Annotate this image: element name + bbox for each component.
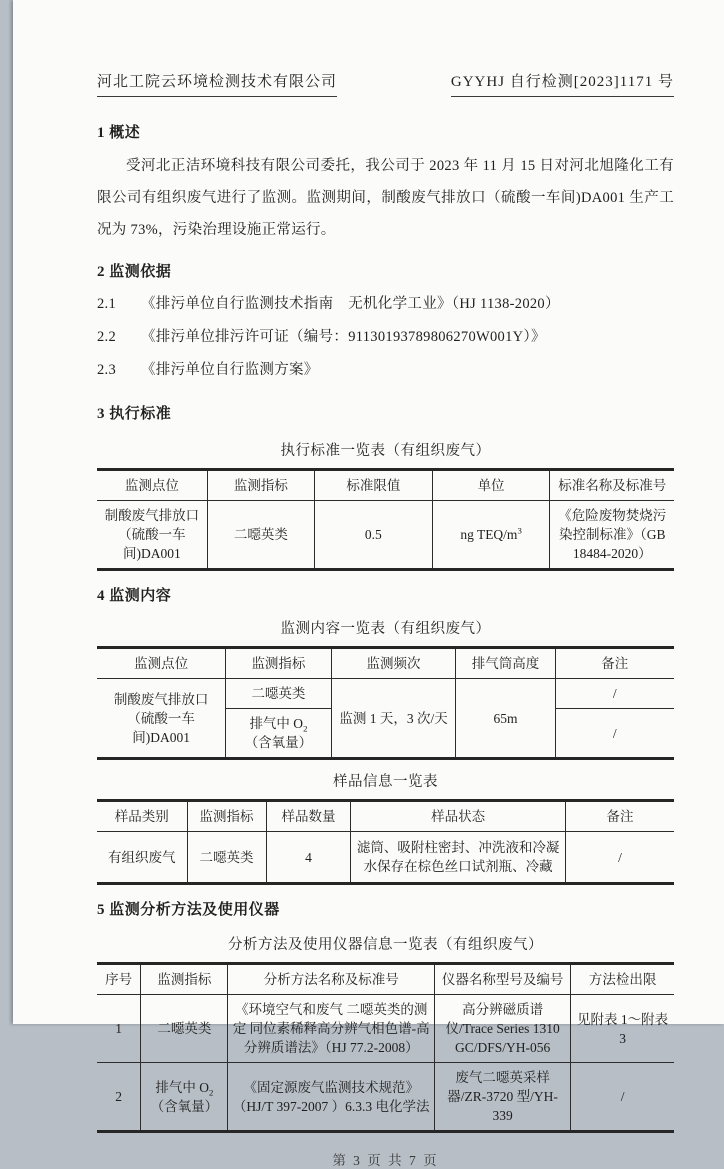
column-header: 样品类别 <box>97 801 187 832</box>
basis-item-number: 2.1 <box>97 296 117 312</box>
column-header: 分析方法名称及标准号 <box>228 964 435 995</box>
table-header-row <box>97 964 674 995</box>
unit-text: ng TEQ/m <box>460 527 518 542</box>
column-header: 仪器名称型号及编号 <box>435 964 571 995</box>
cell-detection-limit: 见附表 1～附表 3 <box>571 995 674 1063</box>
document-page <box>13 0 724 1168</box>
indicator-subscript: 2 <box>209 1087 214 1098</box>
content-table-title: 监测内容一览表（有组织废气） <box>280 621 491 637</box>
column-header: 样品数量 <box>266 801 351 832</box>
company-name: 河北工院云环境检测技术有限公司 <box>97 70 337 97</box>
basis-item-text: 《排污单位排污许可证（编号：91130193789806270W001Y）》 <box>141 329 546 345</box>
column-header: 监测指标 <box>141 964 228 995</box>
column-header: 监测指标 <box>207 470 314 501</box>
page-content <box>13 70 724 1169</box>
cell-indicator-dioxin: 二噁英类 <box>226 679 332 709</box>
samples-table-title: 样品信息一览表 <box>333 774 438 790</box>
section-heading-standards: 3 执行标准 <box>97 406 172 422</box>
overview-paragraph: 受河北正洁环境科技有限公司委托，我公司于 2023 年 11 月 15 日对河北旭隆化工有限公司有组织废气进行了监测。监测期间，制酸废气排放口（硫酸一车间)DA001 生产工况为 73%，污染治理设施正常运行。 <box>97 158 674 238</box>
indicator-text: 排气中 O <box>155 1079 210 1095</box>
cell-method: 《环境空气和废气 二噁英类的测定 同位素稀释高分辨气相色谱-高分辨质谱法》（HJ 77.2-2008） <box>228 995 435 1063</box>
column-header: 监测点位 <box>97 648 226 679</box>
column-header: 备注 <box>555 648 674 679</box>
column-header: 单位 <box>432 470 550 501</box>
indicator-subscript: 2 <box>303 723 308 734</box>
column-header: 监测指标 <box>187 801 266 832</box>
methods-table-title: 分析方法及使用仪器信息一览表（有组织废气） <box>228 937 543 953</box>
cell-detection-limit: / <box>571 1063 674 1132</box>
basis-item-text: 《排污单位自行监测方案》 <box>141 362 319 378</box>
table-row <box>97 501 674 570</box>
section-heading-basis: 2 监测依据 <box>97 264 172 280</box>
cell-stack-height: 65m <box>456 679 555 759</box>
unit-superscript: 3 <box>517 525 522 536</box>
column-header: 排气筒高度 <box>456 648 555 679</box>
standards-table-title: 执行标准一览表（有组织废气） <box>280 443 491 459</box>
table-header-row <box>97 801 674 832</box>
column-header: 标准名称及标准号 <box>550 470 674 501</box>
cell-sample-state: 滤筒、吸附柱密封、冲洗液和冷凝水保存在棕色丝口试剂瓶、冷藏 <box>351 832 566 884</box>
cell-remark: / <box>566 832 675 884</box>
cell-quantity: 4 <box>266 832 351 884</box>
section-heading-methods: 5 监测分析方法及使用仪器 <box>97 902 280 918</box>
cell-serial-number: 1 <box>97 995 141 1063</box>
cell-sample-category: 有组织废气 <box>97 832 187 884</box>
content-table <box>97 646 674 760</box>
cell-serial-number: 2 <box>97 1063 141 1132</box>
column-header: 监测指标 <box>226 648 332 679</box>
section-heading-overview: 1 概述 <box>97 125 141 141</box>
column-header: 监测点位 <box>97 470 207 501</box>
basis-item-3 <box>97 360 674 380</box>
indicator-text: 排气中 O <box>249 716 304 731</box>
methods-table <box>97 962 674 1133</box>
cell-indicator: 二噁英类 <box>187 832 266 884</box>
table-row <box>97 1063 674 1132</box>
cell-indicator <box>141 1063 228 1132</box>
basis-item-2 <box>97 327 674 347</box>
basis-item-1 <box>97 294 674 314</box>
table-header-row <box>97 470 674 501</box>
cell-indicator-oxygen <box>226 709 332 759</box>
report-number: GYYHJ 自行检测[2023]1171 号 <box>451 70 674 97</box>
table-header-row <box>97 648 674 679</box>
page-footer: 第 3 页 共 7 页 <box>332 1153 439 1168</box>
column-header: 序号 <box>97 964 141 995</box>
cell-standard-name: 《危险废物焚烧污染控制标准》（GB 18484-2020） <box>550 501 674 570</box>
samples-table <box>97 799 674 885</box>
cell-limit: 0.5 <box>315 501 433 570</box>
column-header: 样品状态 <box>351 801 566 832</box>
indicator-text: （含氧量） <box>244 735 313 750</box>
section-heading-content: 4 监测内容 <box>97 588 172 604</box>
table-row <box>97 995 674 1063</box>
cell-remark: / <box>555 679 674 709</box>
column-header: 方法检出限 <box>571 964 674 995</box>
cell-instrument: 废气二噁英采样器/ZR-3720 型/YH-339 <box>435 1063 571 1132</box>
basis-item-number: 2.3 <box>97 362 117 378</box>
cell-remark: / <box>555 709 674 759</box>
standards-table <box>97 468 674 571</box>
cell-monitor-point: 制酸废气排放口（硫酸一车间)DA001 <box>97 679 226 759</box>
indicator-text: （含氧量） <box>150 1098 219 1114</box>
cell-monitor-point: 制酸废气排放口（硫酸一车间)DA001 <box>97 501 207 570</box>
table-row <box>97 679 674 709</box>
cell-method: 《固定源废气监测技术规范》（HJ/T 397-2007 ）6.3.3 电化学法 <box>228 1063 435 1132</box>
document-header <box>97 70 674 97</box>
column-header: 备注 <box>566 801 675 832</box>
cell-indicator: 二噁英类 <box>141 995 228 1063</box>
basis-item-number: 2.2 <box>97 329 117 345</box>
cell-indicator: 二噁英类 <box>207 501 314 570</box>
cell-instrument: 高分辨磁质谱仪/Trace Series 1310 GC/DFS/YH-056 <box>435 995 571 1063</box>
cell-unit <box>432 501 550 570</box>
table-row <box>97 832 674 884</box>
cell-frequency: 监测 1 天，3 次/天 <box>331 679 456 759</box>
column-header: 标准限值 <box>315 470 433 501</box>
basis-item-text: 《排污单位自行监测技术指南 无机化学工业》（HJ 1138-2020） <box>141 296 560 312</box>
column-header: 监测频次 <box>331 648 456 679</box>
